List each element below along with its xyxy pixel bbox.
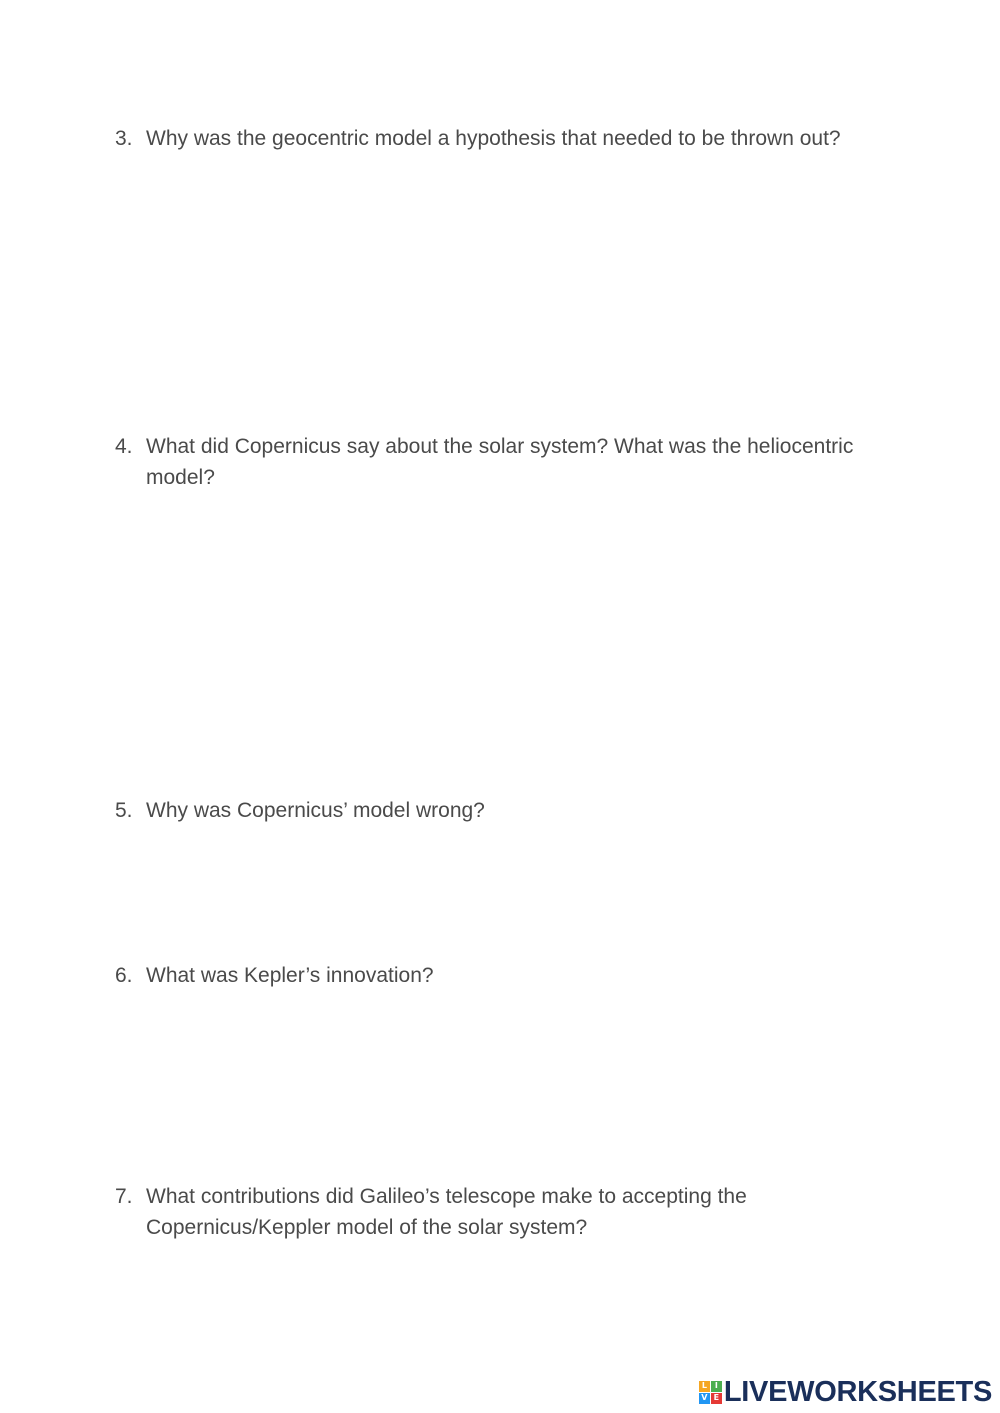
question-6 (115, 960, 875, 991)
question-number: 7. (115, 1185, 133, 1208)
logo-cell: E (711, 1393, 722, 1404)
question-text: Why was the geocentric model a hypothesis that needed to be thrown out? (146, 127, 841, 150)
question-text: What was Kepler’s innovation? (146, 964, 434, 987)
logo-cell: I (711, 1381, 722, 1392)
question-5 (115, 795, 875, 826)
question-number: 6. (115, 964, 133, 987)
liveworksheets-brand (699, 1376, 992, 1408)
question-number: 4. (115, 435, 133, 458)
question-text: Why was Copernicus’ model wrong? (146, 799, 485, 822)
brand-name: LIVEWORKSHEETS (723, 1375, 992, 1408)
question-text: What contributions did Galileo’s telescope make to accepting the Copernicus/Keppler model of the solar system? (146, 1185, 747, 1239)
question-number: 3. (115, 127, 133, 150)
logo-cell: V (699, 1393, 710, 1404)
question-3 (115, 123, 875, 154)
question-text: What did Copernicus say about the solar system? What was the heliocentric model? (146, 435, 854, 489)
question-4 (115, 431, 875, 493)
liveworksheets-logo-icon (699, 1381, 722, 1404)
question-number: 5. (115, 799, 133, 822)
question-7 (115, 1181, 875, 1243)
logo-cell: L (699, 1381, 710, 1392)
